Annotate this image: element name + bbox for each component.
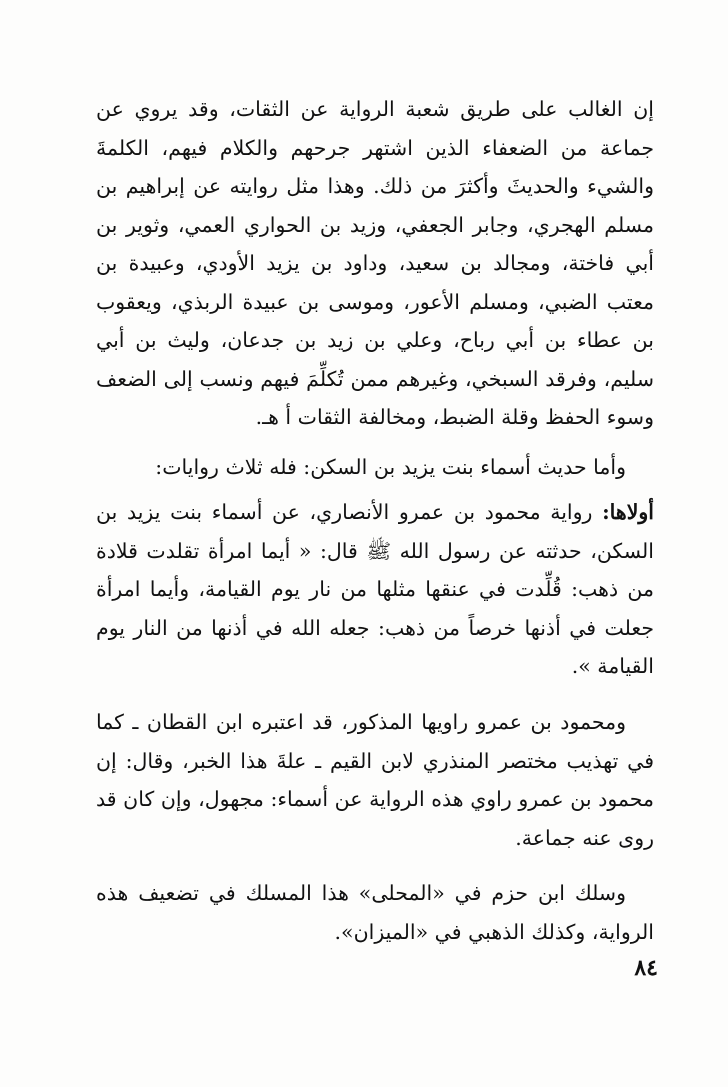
paragraph-narrators: إن الغالب على طريق شعبة الرواية عن الثقات، وقد يروي عن جماعة من الضعفاء الذين اشتهر جرحهم والكلام فيهم، الكلمةَ والشيء والحديثَ وأكثرَ من ذلك. وهذا مثل روايته عن إبراهيم بن مسلم الهجري، وجابر الجعفي، وزيد بن الحواري العمي، وثوير بن أبي فاختة، ومجالد بن سعيد، وداود بن يزيد الأودي، وعبيدة بن معتب الضبي، ومسلم الأعور، وموسى بن عبيدة الربذي، ويعقوب بن عطاء بن أبي رباح، وعلي بن زيد بن جدعان، وليث بن أبي سليم، وفرقد السبخي، وغيرهم ممن تُكلِّمَ فيهم ونسب إلى الضعف وسوء الحفظ وقلة الضبط، ومخالفة الثقات أ هـ. [96,97,654,429]
first-narration-heading: أولاها: [602,500,654,524]
first-narration-text: رواية محمود بن عمرو الأنصاري، عن أسماء بنت يزيد بن السكن، حدثته عن رسول الله ﷺ قال: « أيما امرأة تقلدت قلادة من ذهب: قُلِّدت في عنقها مثلها من نار يوم القيامة، وأيما امرأة جعلت في أذنها خرصاً من ذهب: جعله الله في أذنها من النار يوم القيامة ». [96,500,654,678]
paragraph-asma-hadith-intro: وأما حديث أسماء بنت يزيد بن السكن: فله ثلاث روايات: [155,455,626,479]
page-number: ٨٤ [634,955,658,981]
paragraph-mahmud-ibn-amr: ومحمود بن عمرو راويها المذكور، قد اعتبره ابن القطان ـ كما في تهذيب مختصر المنذري لابن القيم ـ علةَ هذا الخبر، وقال: إن محمود بن عمرو راوي هذه الرواية عن أسماء: مجهول، وإن كان قد روى عنه جماعة. [96,710,654,850]
paragraph-ibn-hazm: وسلك ابن حزم في «المحلى» هذا المسلك في تضعيف هذه الرواية، وكذلك الذهبي في «الميزان». [96,881,654,944]
paragraph-first-narration [96,493,654,686]
